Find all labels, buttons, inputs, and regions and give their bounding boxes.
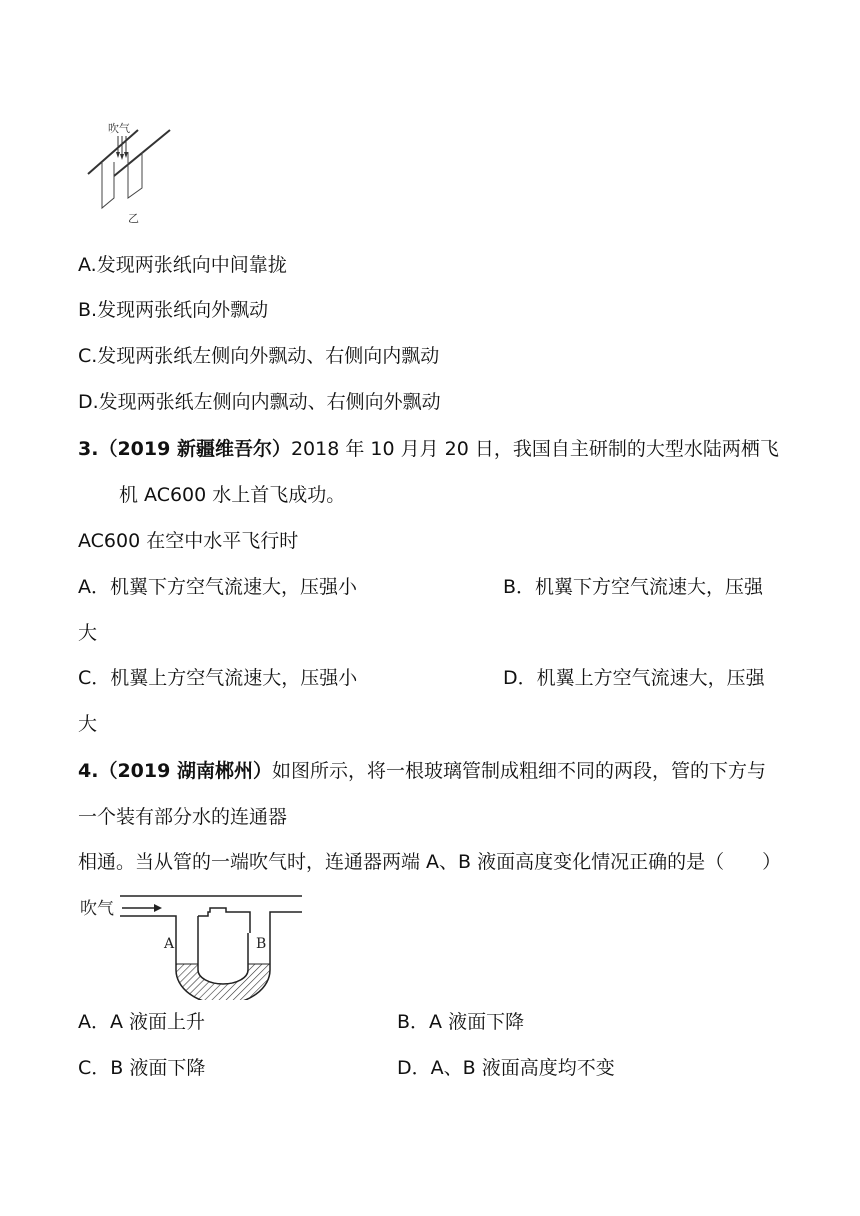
q4-stem-line3: 相通。当从管的一端吹气时，连通器两端 A、B 液面高度变化情况正确的是（ ）: [78, 851, 782, 873]
figure2-blow-label: 吹气: [80, 899, 114, 919]
q4-option-d: D．A、B 液面高度均不变: [397, 1057, 615, 1079]
q3-source: （2019 新疆维吾尔）: [98, 438, 291, 460]
q2-option-c: C.发现两张纸左侧向外飘动、右侧向内飘动: [78, 345, 440, 367]
q4-option-c: C．B 液面下降: [78, 1057, 206, 1079]
q3-option-c: C．机翼上方空气流速大，压强小: [78, 667, 358, 689]
q3-option-a: A．机翼下方空气流速大，压强小: [78, 576, 357, 598]
q3-stem-text: 2018 年 10 月月 20 日，我国自主研制的大型水陆两栖飞: [290, 438, 779, 460]
figure2-label-b: B: [256, 936, 267, 952]
q4-stem-line2: 一个装有部分水的连通器: [78, 806, 288, 828]
paper-blowing-figure: [84, 118, 184, 230]
q2-option-d: D.发现两张纸左侧向内飘动、右侧向外飘动: [78, 391, 441, 413]
figure1-blow-label: 吹气: [108, 122, 130, 135]
q4-stem-line1: [78, 759, 766, 783]
q3-stem-line2: 机 AC600 水上首飞成功。: [119, 484, 346, 506]
q3-option-b-wrap: 大: [78, 622, 98, 644]
u-tube-figure: [76, 888, 308, 1000]
q3-option-b: B．机翼下方空气流速大，压强: [503, 576, 764, 598]
q3-number: 3.: [78, 438, 99, 460]
q4-option-b: B．A 液面下降: [397, 1011, 525, 1033]
q4-source: （2019 湖南郴州）: [98, 760, 272, 782]
q3-stem-line3: AC600 在空中水平飞行时: [78, 530, 299, 552]
q3-stem-line1: [78, 437, 779, 461]
q4-option-a: A．A 液面上升: [78, 1011, 206, 1033]
q2-option-b: B.发现两张纸向外飘动: [78, 299, 269, 321]
q4-stem-text: 如图所示，将一根玻璃管制成粗细不同的两段，管的下方与: [271, 760, 766, 782]
figure2-label-a: A: [164, 936, 175, 952]
q2-option-a: A.发现两张纸向中间靠拢: [78, 254, 287, 276]
q3-option-d: D．机翼上方空气流速大，压强: [503, 667, 765, 689]
figure1-yi-label: 乙: [128, 212, 139, 225]
q4-number: 4.: [78, 760, 99, 782]
q3-option-d-wrap: 大: [78, 713, 98, 735]
